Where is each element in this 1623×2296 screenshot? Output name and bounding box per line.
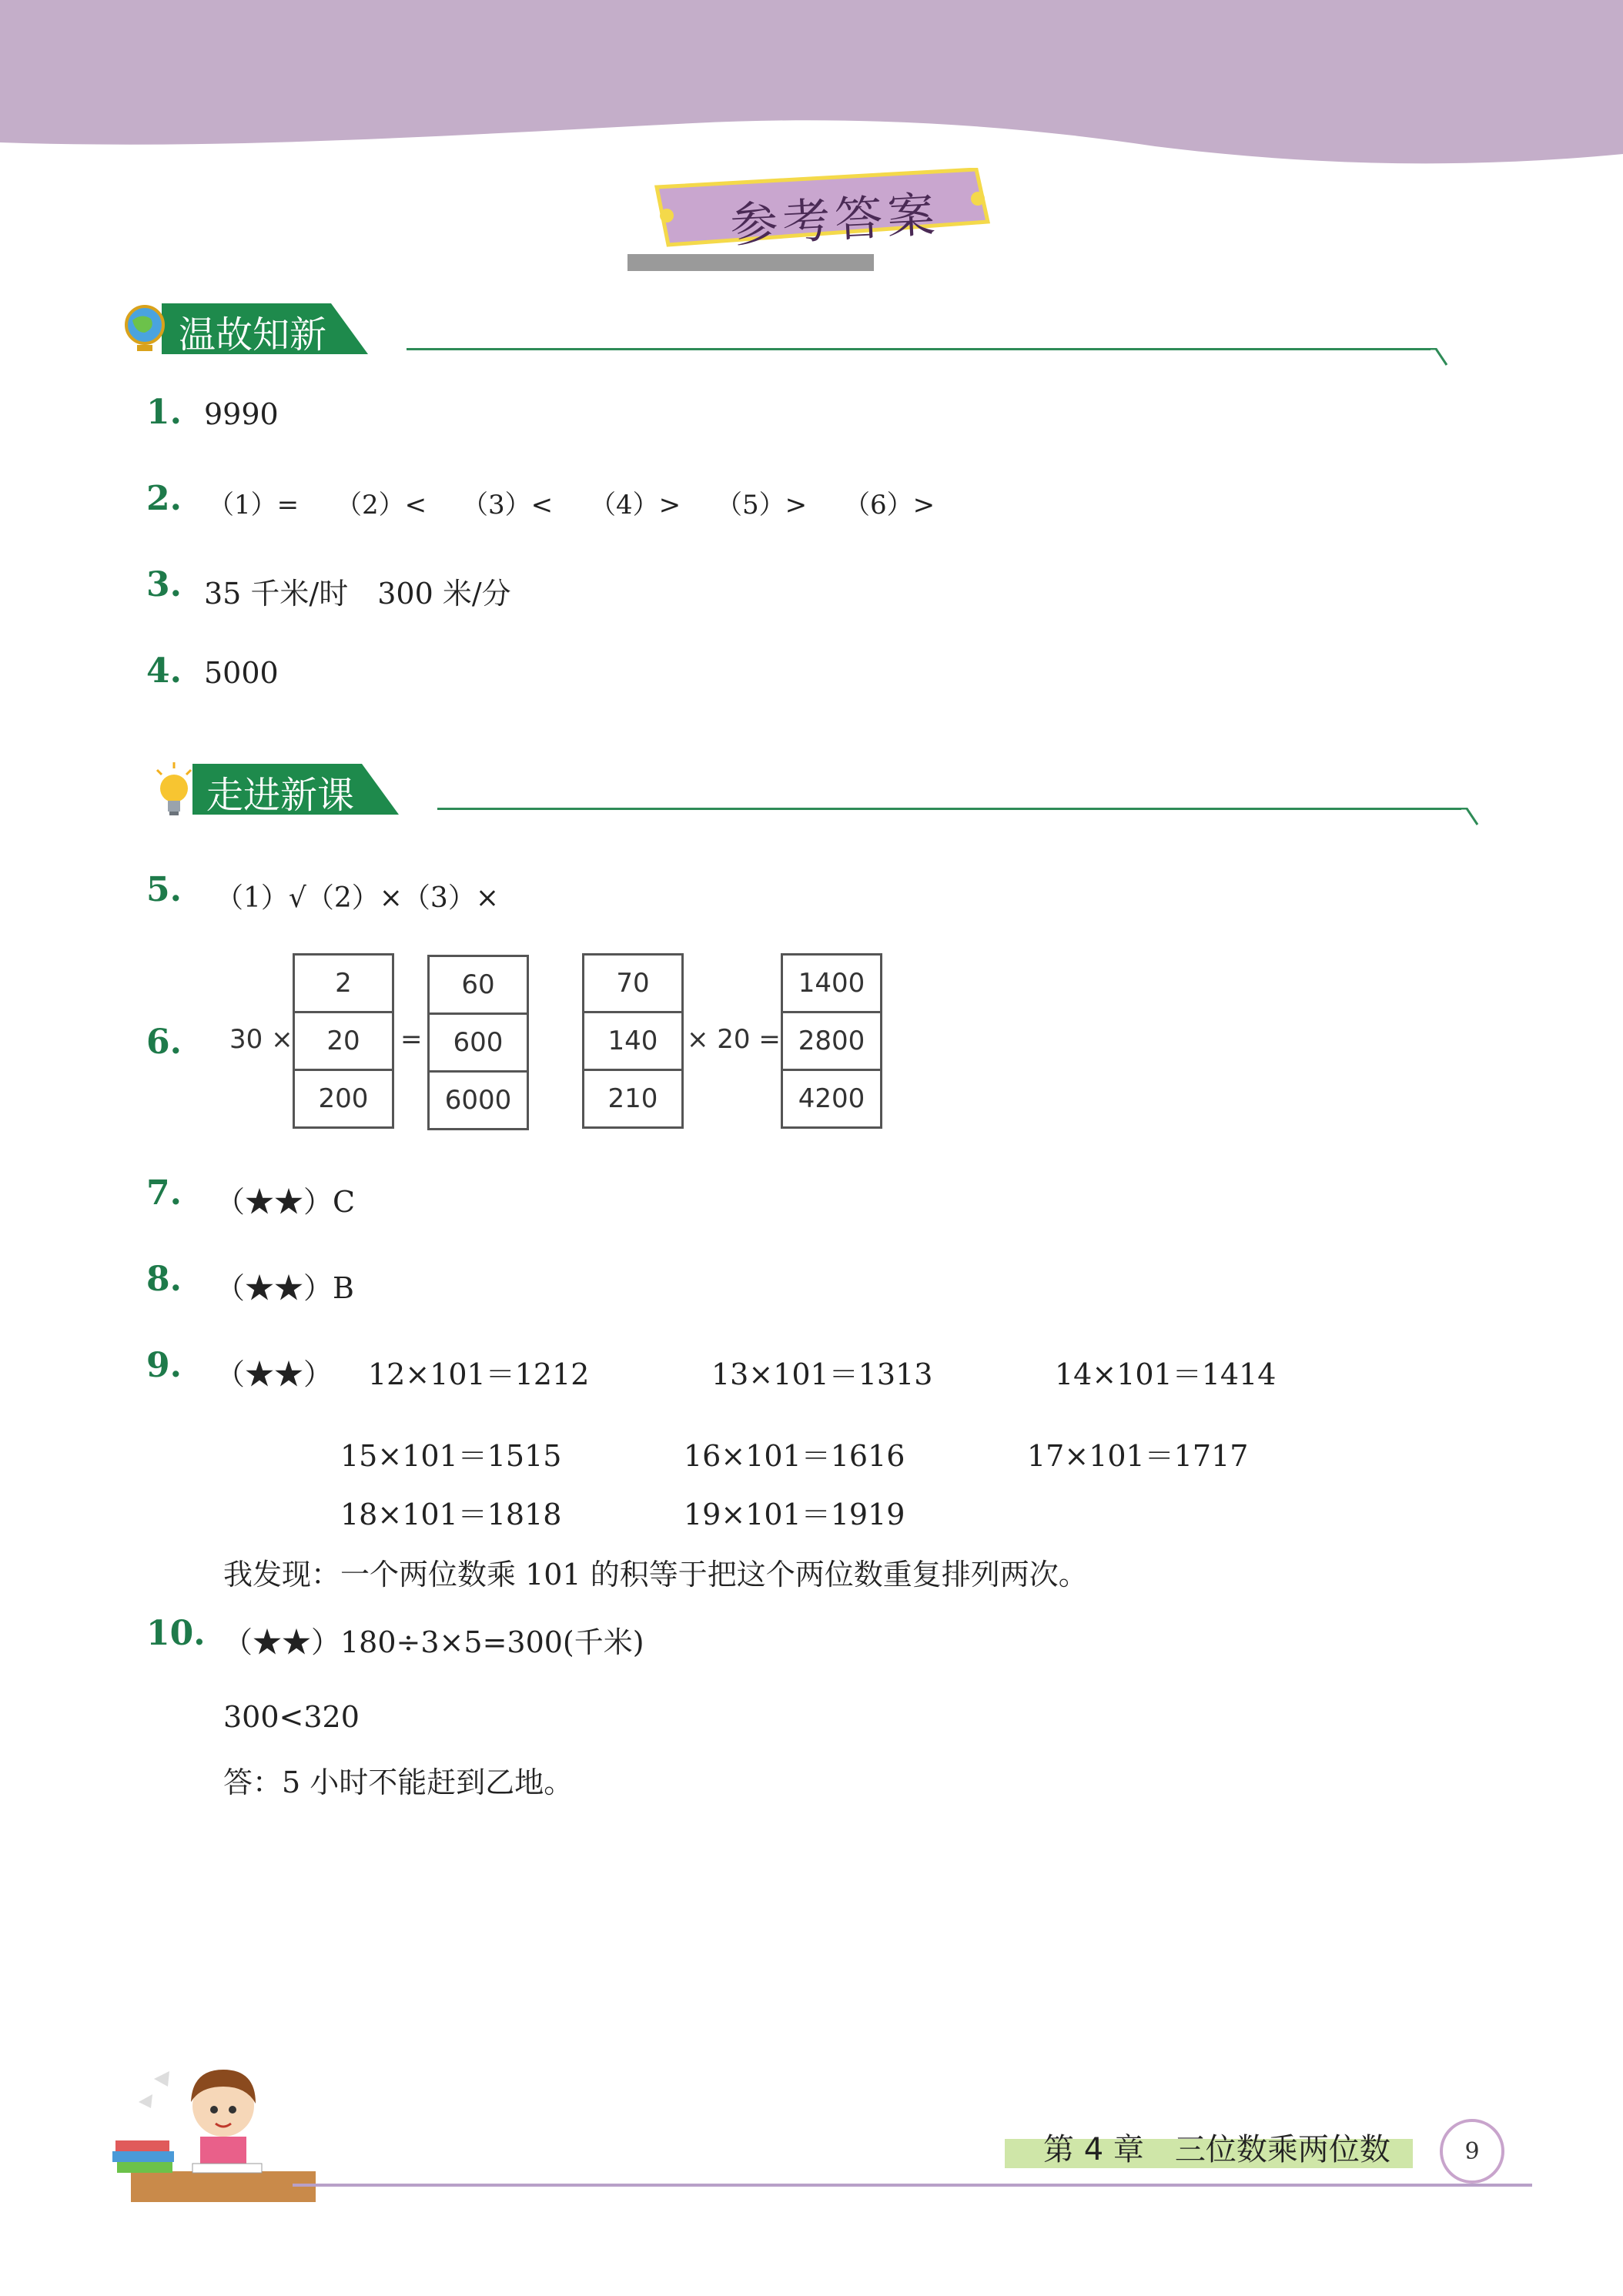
page-title: 参考答案 [728,186,942,254]
answer-3: 35 千米/时 300 米/分 [204,577,511,611]
q6-col2-cell: 60 [430,957,527,1015]
q6-left-operator: 30 × [229,1024,293,1055]
answer-10-line-3: 答：5 小时不能赶到乙地。 [223,1766,574,1799]
answer-4: 5000 [204,656,279,690]
answer-9-eq: 14×101＝1414 [1055,1357,1277,1391]
question-number-8: 8. [146,1260,182,1299]
question-number-10: 10. [146,1614,206,1653]
girl-reading-illustration [108,2048,316,2214]
q6-col2-cell: 600 [430,1015,527,1073]
q6-column-3 [582,953,684,1129]
question-number-1: 1. [146,393,182,432]
answer-9-eq: 18×101＝1818 [340,1498,562,1531]
answer-2-item-6: （6）> [844,490,935,520]
answer-8: （★★）B [216,1271,354,1305]
q6-col4-cell: 4200 [798,1083,865,1114]
lightbulb-icon [151,761,197,819]
answer-9-eq: 12×101＝1212 [368,1357,590,1391]
answer-9-eq: 13×101＝1313 [711,1357,933,1391]
answer-9-eq: 16×101＝1616 [684,1439,905,1473]
q6-column-1 [293,953,394,1129]
q6-col4-cell: 2800 [783,1013,880,1071]
answer-9-eq: 17×101＝1717 [1027,1439,1249,1473]
section-rule-end-new [1459,808,1482,831]
answer-7: （★★）C [216,1185,356,1219]
answer-2-item-1: （1）= [208,490,300,520]
q6-col3-cell: 140 [584,1013,681,1071]
q6-col3-cell: 210 [607,1083,658,1114]
answer-5: （1）√（2）×（3）× [216,882,499,914]
section-title-review: 温故知新 [179,313,327,356]
q6-col1-cell: 2 [295,956,392,1013]
answer-2-item-4: （4）> [590,490,681,520]
section-rule-review [407,348,1431,350]
answer-1: 9990 [204,397,279,431]
q6-col3-cell: 70 [584,956,681,1013]
q6-col1-cell: 20 [295,1013,392,1071]
section-rule-end-review [1428,348,1451,371]
header-wave [0,0,1623,177]
title-underbar [627,254,874,271]
q6-column-2 [427,955,529,1130]
answer-9-stars: （★★） [216,1357,333,1391]
question-number-9: 9. [146,1346,182,1385]
question-number-6: 6. [146,1022,182,1062]
answer-2-item-5: （5）> [716,490,808,520]
answer-2-item-3: （3）< [462,490,554,520]
section-title-new: 走进新课 [206,774,355,817]
answer-9-eq: 19×101＝1919 [684,1498,905,1531]
globe-icon [122,302,168,356]
q6-col4-cell: 1400 [783,956,880,1013]
q6-column-4 [781,953,882,1129]
answer-9-finding: 我发现：一个两位数乘 101 的积等于把这个两位数重复排列两次。 [223,1558,1088,1591]
question-number-5: 5. [146,870,182,909]
section-rule-new [437,808,1461,810]
footer-rule [293,2184,1532,2187]
footer-chapter-title: 第 4 章 三位数乘两位数 [1043,2132,1390,2167]
q6-col2-cell: 6000 [444,1085,512,1116]
q6-middle-operator: × 20 = [687,1024,781,1055]
question-number-3: 3. [146,565,182,604]
answer-10-line-2: 300<320 [223,1700,360,1734]
answer-10-line-1: （★★）180÷3×5=300(千米) [223,1625,644,1659]
question-number-7: 7. [146,1173,182,1213]
question-number-2: 2. [146,479,182,518]
q6-col1-cell: 200 [318,1083,369,1114]
q6-equals: = [400,1024,423,1055]
page-number: 9 [1440,2119,1504,2184]
answer-9-eq: 15×101＝1515 [340,1439,562,1473]
answer-2-item-2: （2）< [336,490,427,520]
question-number-4: 4. [146,651,182,691]
